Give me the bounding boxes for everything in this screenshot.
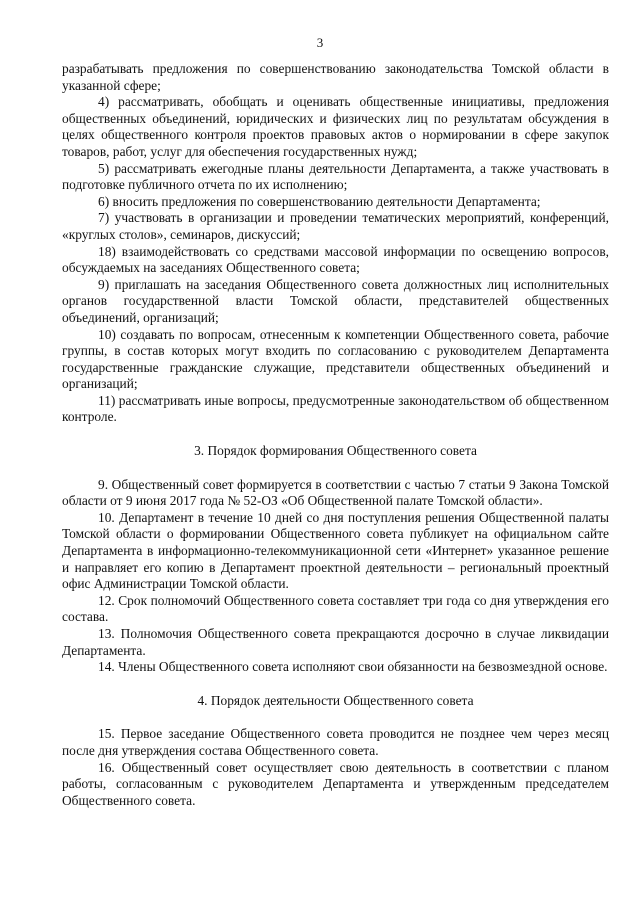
paragraph: 15. Первое заседание Общественного совета проводится не позднее чем через месяц после дня утверждения состава Общественного совета. (62, 726, 609, 758)
paragraph: 13. Полномочия Общественного совета прекращаются досрочно в случае ликвидации Департамента. (62, 626, 609, 658)
section-heading: 4. Порядок деятельности Общественного совета (197, 692, 474, 708)
paragraph: разрабатывать предложения по совершенствованию законодательства Томской области в указанной сфере; (62, 61, 609, 93)
section-3-heading-block (62, 426, 609, 477)
section-heading: 3. Порядок формирования Общественного совета (194, 443, 477, 459)
section-4-heading-block (62, 676, 609, 727)
paragraph: 14. Члены Общественного совета исполняют свои обязанности на безвозмездной основе. (98, 659, 608, 675)
paragraph: 9) приглашать на заседания Общественного совета должностных лиц исполнительных органов государственной власти Томской области, представителей общественных объединений, организаций; (62, 276, 609, 325)
paragraph: 10. Департамент в течение 10 дней со дня поступления решения Общественной палаты Томской области о формировании Общественного совета публикует на официальном сайте Департамента в информационно-телекоммуникационной сети «Интернет» указанное решение и направляет его копию в Департамент проектной деятельности – региональный проектный офис Администрации Томской области. (62, 509, 609, 592)
paragraph: 11) рассматривать иные вопросы, предусмотренные законодательством об общественном контроле. (62, 392, 609, 425)
paragraph: 16. Общественный совет осуществляет свою деятельность в соответствии с планом работы, согласованным с руководителем Департамента и утвержденным председателем Общественного совета. (62, 759, 609, 808)
paragraph: 6) вносить предложения по совершенствованию деятельности Департамента; (98, 193, 541, 209)
document-body (62, 61, 609, 809)
paragraph: 9. Общественный совет формируется в соответствии с частью 7 статьи 9 Закона Томской области от 9 июня 2017 года № 52-ОЗ «Об Общественной палате Томской области». (62, 476, 609, 509)
paragraph: 4) рассматривать, обобщать и оценивать общественные инициативы, предложения общественных объединений, юридических и физических лиц по результатам обсуждения в целях общественного контроля проектов правовых актов о нормировании в сфере закупок товаров, работ, услуг для обеспечения государственных нужд; (62, 94, 609, 159)
paragraph: 18) взаимодействовать со средствами массовой информации по освещению вопросов, обсуждаемых на заседаниях Общественного совета; (62, 243, 609, 276)
paragraph: 12. Срок полномочий Общественного совета составляет три года со дня утверждения его состава. (62, 592, 609, 625)
paragraph: 7) участвовать в организации и проведении тематических мероприятий, конференций, «круглых столов», семинаров, дискуссий; (62, 210, 609, 242)
paragraph: 10) создавать по вопросам, отнесенным к компетенции Общественного совета, рабочие группы, в состав которых могут входить по согласованию с руководителем Департамента государственные гражданские служащие, представители общественных объединений и организаций; (62, 326, 609, 392)
paragraph: 5) рассматривать ежегодные планы деятельности Департамента, а также участвовать в подготовке публичного отчета по их исполнению; (62, 160, 609, 193)
page-number: 3 (316, 35, 324, 50)
